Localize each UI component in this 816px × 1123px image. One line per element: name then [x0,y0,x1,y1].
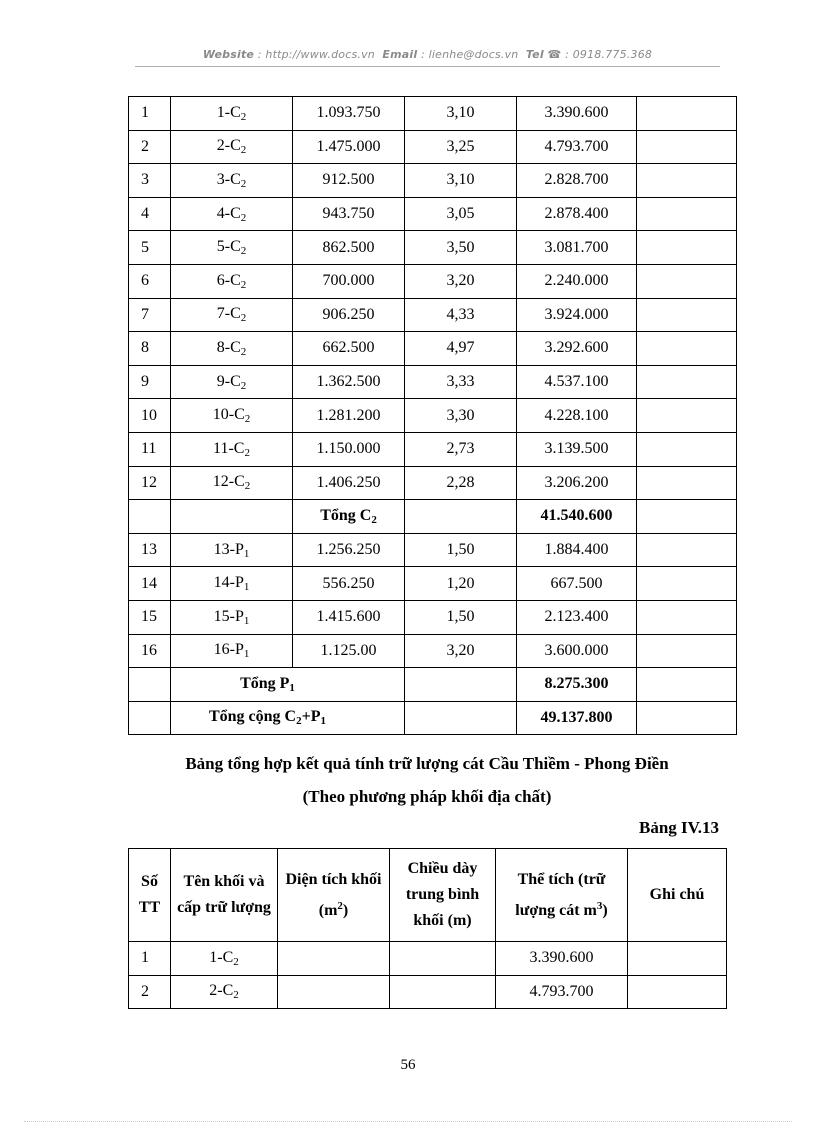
table-row [129,130,737,164]
email-address: : lienhe@docs.vn [421,48,519,61]
table-row [129,399,737,433]
table-row [129,600,737,634]
subtotal-c2-label: Tổng $C_2$ [293,500,405,534]
avg-thickness: 3,10 [405,164,517,198]
website-url: : http://www.docs.vn [257,48,375,61]
block-area: 906.250 [293,298,405,332]
block-area: 1.362.500 [293,365,405,399]
tel-label: Tel [525,48,544,61]
reserve-volume: 4.793.700 [496,975,628,1009]
note-cell [637,298,737,332]
block-area: 912.500 [293,164,405,198]
table-row [129,533,737,567]
block-name: $6-C_2$ [171,264,293,298]
block-area: 1.415.600 [293,600,405,634]
table-row [129,634,737,668]
block-area: 1.256.250 [293,533,405,567]
reserve-volume: 3.139.500 [517,432,637,466]
avg-thickness: 3,25 [405,130,517,164]
block-name: $2-C_2$ [171,975,278,1009]
header-volume: Thể tích (trữ lượng cát $m^3$) [496,849,628,942]
subtotal-p1-volume: 8.275.300 [517,668,637,702]
row-number: 16 [129,634,171,668]
avg-thickness: 3,20 [405,634,517,668]
block-name: $9-C_2$ [171,365,293,399]
avg-thickness: 1,20 [405,567,517,601]
block-name: $12-C_2$ [171,466,293,500]
tel-number: ☎ : 0918.775.368 [547,48,653,61]
table-row [129,432,737,466]
row-number: 11 [129,432,171,466]
reserve-volume: 4.228.100 [517,399,637,433]
avg-thickness: 4,33 [405,298,517,332]
block-name: $7-C_2$ [171,298,293,332]
row-number: 3 [129,164,171,198]
page-header [135,48,720,61]
row-number: 7 [129,298,171,332]
reserve-volume: 4.793.700 [517,130,637,164]
empty-cell [405,500,517,534]
reserve-volume: 2.878.400 [517,197,637,231]
avg-thickness: 3,30 [405,399,517,433]
note-cell [637,164,737,198]
row-number: 2 [129,975,171,1009]
table-row [129,164,737,198]
note-cell [628,942,727,976]
block-name: $16-P_1$ [171,634,293,668]
email-label: Email [382,48,418,61]
reserve-volume: 3.600.000 [517,634,637,668]
block-name: $4-C_2$ [171,197,293,231]
reserve-table-continued [128,96,737,735]
row-number: 6 [129,264,171,298]
note-cell [637,701,737,735]
empty-cell [129,701,171,735]
empty-cell [405,668,517,702]
avg-thickness: 3,05 [405,197,517,231]
empty-cell [171,500,293,534]
note-cell [637,399,737,433]
table-row [129,466,737,500]
block-area: 1.150.000 [293,432,405,466]
note-cell [637,500,737,534]
block-area: 556.250 [293,567,405,601]
block-name: $14-P_1$ [171,567,293,601]
note-cell [637,264,737,298]
table-row [129,197,737,231]
note-cell [637,197,737,231]
avg-thickness: 2,28 [405,466,517,500]
row-number: 1 [129,942,171,976]
header-thickness: Chiều dày trung bình khối (m) [390,849,496,942]
reserve-volume: 3.390.600 [517,97,637,131]
block-area: 1.093.750 [293,97,405,131]
reserve-volume: 1.884.400 [517,533,637,567]
block-name: $1-C_2$ [171,942,278,976]
page-number: 56 [400,1057,416,1073]
row-number: 5 [129,231,171,265]
table-row [129,97,737,131]
avg-thickness: 1,50 [405,533,517,567]
note-cell [637,432,737,466]
empty-cell [405,701,517,735]
avg-thickness: 3,33 [405,365,517,399]
row-number: 14 [129,567,171,601]
avg-thickness: 3,50 [405,231,517,265]
table-row [129,264,737,298]
note-cell [637,567,737,601]
reserve-volume: 3.206.200 [517,466,637,500]
reserve-volume: 667.500 [517,567,637,601]
note-cell [637,600,737,634]
avg-thickness: 3,20 [405,264,517,298]
block-area [278,942,390,976]
block-area: 1.281.200 [293,399,405,433]
block-area: 943.750 [293,197,405,231]
reserve-volume: 3.292.600 [517,332,637,366]
subtotal-c2-volume: 41.540.600 [517,500,637,534]
block-name: $2-C_2$ [171,130,293,164]
block-area: 1.406.250 [293,466,405,500]
avg-thickness: 2,73 [405,432,517,466]
note-cell [637,634,737,668]
summary-table [128,848,727,1009]
header-no: Số TT [129,849,171,942]
header-divider [135,66,720,67]
block-name: $1-C_2$ [171,97,293,131]
summary-header-row [129,849,727,942]
row-number: 9 [129,365,171,399]
table-row [129,231,737,265]
avg-thickness [390,975,496,1009]
note-cell [637,332,737,366]
table-row [129,332,737,366]
page-bottom-border [24,1121,792,1122]
subtotal-p1-label: Tổng $P_1$ [171,668,405,702]
note-cell [637,668,737,702]
block-area: 1.125.00 [293,634,405,668]
header-area: Diện tích khối $(m^2)$ [278,849,390,942]
reserve-volume: 4.537.100 [517,365,637,399]
grand-total-row [129,701,737,735]
table-row [129,975,727,1009]
block-area: 700.000 [293,264,405,298]
subtotal-p1-row [129,668,737,702]
note-cell [637,97,737,131]
table-row [129,942,727,976]
reserve-volume: 2.240.000 [517,264,637,298]
table-row [129,298,737,332]
empty-cell [129,668,171,702]
block-area: 1.475.000 [293,130,405,164]
block-area: 862.500 [293,231,405,265]
reserve-volume: 3.390.600 [496,942,628,976]
block-name: $10-C_2$ [171,399,293,433]
reserve-volume: 3.081.700 [517,231,637,265]
grand-total-volume: 49.137.800 [517,701,637,735]
reserve-volume: 3.924.000 [517,298,637,332]
block-name: $8-C_2$ [171,332,293,366]
avg-thickness: 4,97 [405,332,517,366]
header-block: Tên khối và cấp trữ lượng [171,849,278,942]
row-number: 15 [129,600,171,634]
avg-thickness: 1,50 [405,600,517,634]
note-cell [637,231,737,265]
note-cell [637,130,737,164]
header-note: Ghi chú [628,849,727,942]
block-name: $5-C_2$ [171,231,293,265]
table-caption-subtitle: (Theo phương pháp khối địa chất) [302,787,552,806]
block-name: $15-P_1$ [171,600,293,634]
grand-total-label: Tổng cộng $C_2+P_1$ [171,701,405,735]
reserve-volume: 2.828.700 [517,164,637,198]
table-caption-title: Bảng tổng hợp kết quả tính trữ lượng cát Cầu Thiềm - Phong Điền [185,754,669,773]
note-cell [637,533,737,567]
note-cell [628,975,727,1009]
block-name: $11-C_2$ [171,432,293,466]
row-number: 12 [129,466,171,500]
note-cell [637,365,737,399]
website-label: Website [202,48,255,61]
note-cell [637,466,737,500]
row-number: 8 [129,332,171,366]
block-name: $13-P_1$ [171,533,293,567]
row-number: 10 [129,399,171,433]
row-number: 2 [129,130,171,164]
row-number: 4 [129,197,171,231]
reserve-volume: 2.123.400 [517,600,637,634]
table-number: Bảng IV.13 [639,818,719,837]
subtotal-c2-row [129,500,737,534]
avg-thickness [390,942,496,976]
empty-cell [129,500,171,534]
table-row [129,365,737,399]
block-name: $3-C_2$ [171,164,293,198]
block-area [278,975,390,1009]
row-number: 1 [129,97,171,131]
avg-thickness: 3,10 [405,97,517,131]
block-area: 662.500 [293,332,405,366]
table-row [129,567,737,601]
row-number: 13 [129,533,171,567]
